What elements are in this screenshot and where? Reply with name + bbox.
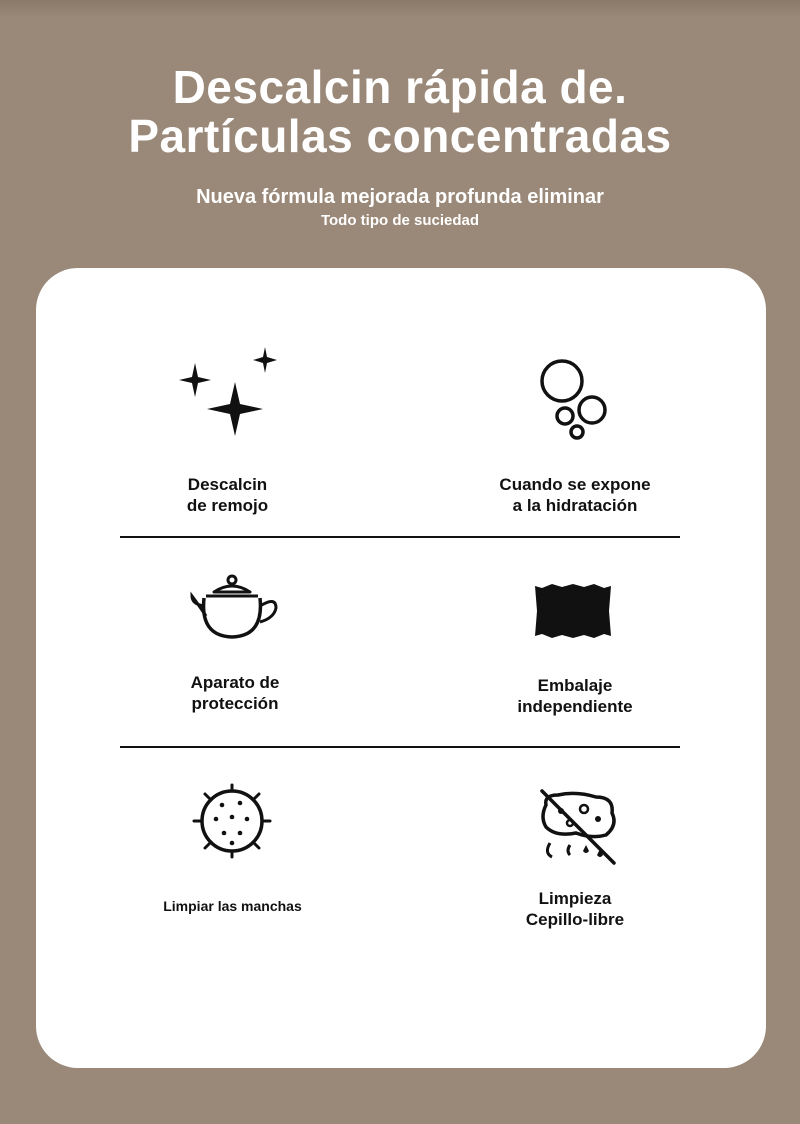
stain-icon — [190, 783, 274, 859]
bubbles-icon — [535, 358, 615, 443]
headline-line-1: Descalcin rápida de. — [172, 61, 628, 113]
divider-2 — [120, 746, 680, 748]
feature-label-brush-free: Limpieza Cepillo-libre — [525, 889, 625, 929]
subtitle-line-2: Todo tipo de suciedad — [320, 212, 480, 229]
feature-label-soak: Descalcin de remojo — [186, 475, 269, 515]
feature-label-hydration: Cuando se expone a la hidratación — [499, 475, 651, 515]
features-card — [36, 268, 766, 1068]
teapot-icon — [188, 574, 280, 642]
no-brush-icon — [536, 787, 620, 867]
divider-1 — [120, 536, 680, 538]
feature-label-packaging: Embalaje independiente — [517, 676, 633, 716]
headline-line-2: Partículas concentradas — [128, 110, 672, 162]
feature-label-appliance: Aparato de protección — [190, 673, 280, 713]
sparkle-icon — [175, 345, 285, 440]
subtitle-line-1: Nueva fórmula mejorada profunda eliminar — [196, 186, 604, 208]
feature-label-stains: Limpiar las manchas — [163, 898, 302, 914]
package-icon — [532, 582, 614, 640]
top-shade — [0, 0, 800, 18]
